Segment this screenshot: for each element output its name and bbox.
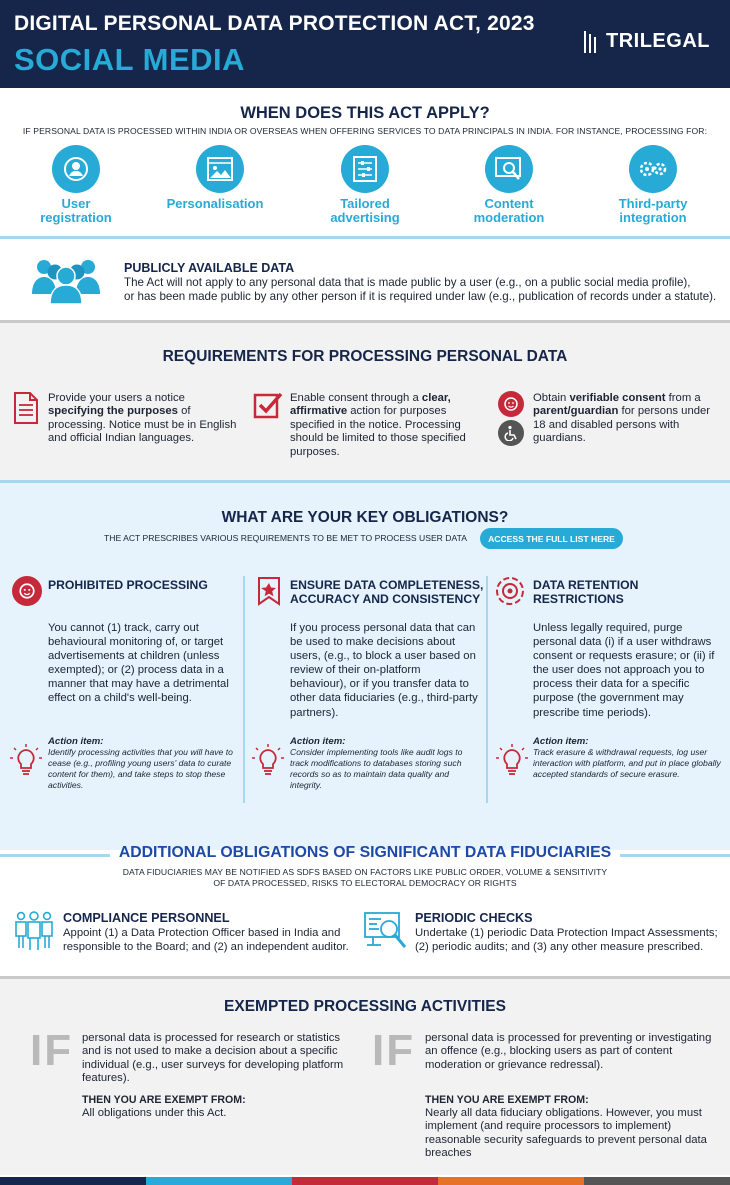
exempt-right-then-label: THEN YOU ARE EXEMPT FROM: xyxy=(425,1094,589,1106)
people-group-icon xyxy=(32,256,100,309)
action-item-label: Action item: xyxy=(533,736,589,747)
footer-bar-segment xyxy=(0,1177,146,1185)
screen-search-icon xyxy=(363,911,409,956)
lightbulb-icon xyxy=(252,744,284,783)
apply-item-label: Personalisation xyxy=(166,196,264,211)
apply-subtitle: IF PERSONAL DATA IS PROCESSED WITHIN INDIA OR OVERSEAS WHEN OFFERING SERVICES TO DATA PRINCIPALS IN INDIA. FOR INSTANCE, PROCESSING FOR: xyxy=(22,126,708,136)
sdf-title: ADDITIONAL OBLIGATIONS OF SIGNIFICANT DATA FIDUCIARIES xyxy=(118,844,612,861)
lightbulb-icon xyxy=(496,744,528,783)
apply-title: WHEN DOES THIS ACT APPLY? xyxy=(240,104,490,122)
public-data-title: PUBLICLY AVAILABLE DATA xyxy=(124,261,295,275)
if-watermark: IF xyxy=(30,1026,74,1075)
child-icon xyxy=(12,576,42,606)
document-icon xyxy=(13,391,39,430)
column-divider xyxy=(243,576,245,803)
checkbox-check-icon xyxy=(253,391,283,424)
requirement-consent: Enable consent through a clear, affirmative action for purposes specified in the notice. Processing should be limited to those specified purposes. xyxy=(290,392,466,458)
obligation-body: You cannot (1) track, carry out behavioural monitoring of, or target advertisements at children (unless exempted); or (2) process data in a manner that may have a detrimental effect on a child's well-being. xyxy=(48,622,229,705)
obligations-title: WHAT ARE YOUR KEY OBLIGATIONS? xyxy=(221,509,509,526)
compliance-personnel-text: Appoint (1) a Data Protection Officer based in India and responsible to the Board; and (2) an independent auditor. xyxy=(63,927,349,953)
action-item-text: Identify processing activities that you will have to cease (e.g., profiling young users' data to curate content for them), and take steps to stop these activities. xyxy=(48,747,233,790)
requirement-notice: Provide your users a notice specifying the purposes of processing. Notice must be in English and official Indian languages. xyxy=(48,392,237,445)
if-watermark: IF xyxy=(372,1026,416,1075)
obligations-subtitle: THE ACT PRESCRIBES VARIOUS REQUIREMENTS TO BE MET TO PROCESS USER DATA xyxy=(104,533,467,543)
header-subtitle: SOCIAL MEDIA xyxy=(14,42,246,77)
apply-item-content-moderation xyxy=(485,145,533,193)
requirement-verifiable-consent: Obtain verifiable consent from a parent/guardian for persons under 18 and disabled persons with guardians. xyxy=(533,392,711,445)
apply-item-user-registration xyxy=(52,145,100,193)
logo-text: TRILEGAL xyxy=(606,30,710,52)
periodic-checks-title: PERIODIC CHECKS xyxy=(415,911,533,925)
access-full-list-button[interactable]: ACCESS THE FULL LIST HERE xyxy=(480,528,623,549)
apply-item-label: User xyxy=(61,196,91,211)
exempt-left-condition: personal data is processed for research or statistics and is not used to make a decision about a specific individual (e.g., user surveys for developing platform features). xyxy=(82,1032,344,1085)
apply-item-personalisation xyxy=(196,145,244,193)
footer-bar-segment xyxy=(584,1177,730,1185)
obligation-heading: PROHIBITED PROCESSING xyxy=(48,578,208,592)
logo-bars-icon xyxy=(584,31,598,53)
header-title: DIGITAL PERSONAL DATA PROTECTION ACT, 2023 xyxy=(14,12,535,35)
trilegal-logo xyxy=(584,30,710,53)
divider xyxy=(0,236,730,239)
exempt-left-then-label: THEN YOU ARE EXEMPT FROM: xyxy=(82,1094,246,1106)
column-divider xyxy=(486,576,488,803)
user-icon xyxy=(52,145,100,193)
compliance-personnel-title: COMPLIANCE PERSONNEL xyxy=(63,911,230,925)
action-item-text: Consider implementing tools like audit logs to track modifications to databases storing such records so as to maintain data quality and integrity. xyxy=(290,747,463,790)
lightbulb-icon xyxy=(10,744,42,783)
footer-bar-segment xyxy=(292,1177,438,1185)
action-item-label: Action item: xyxy=(48,736,104,747)
sliders-icon xyxy=(341,145,389,193)
apply-item-label: Tailored xyxy=(340,196,390,211)
sdf-subtitle-line2: OF DATA PROCESSED, RISKS TO ELECTORAL DEMOCRACY OR RIGHTS xyxy=(213,878,517,888)
image-frame-icon xyxy=(196,145,244,193)
magnifier-screen-icon xyxy=(485,145,533,193)
apply-item-tailored-advertising xyxy=(341,145,389,193)
wheelchair-icon xyxy=(498,420,524,446)
obligation-heading: DATA RETENTION RESTRICTIONS xyxy=(533,578,639,606)
footer-color-bar xyxy=(0,1177,730,1185)
public-data-text: The Act will not apply to any personal data that is made public by a user (e.g., on a public social media profile), or has been made public by any other person if it is required under law (e.g., publication of records under a statute). xyxy=(124,276,717,303)
requirements-title: REQUIREMENTS FOR PROCESSING PERSONAL DATA xyxy=(162,348,568,365)
ribbon-star-icon xyxy=(256,576,282,611)
exempt-right-condition: personal data is processed for preventing or investigating an offence (e.g., blocking users as part of content moderation or grievance redressal). xyxy=(425,1032,712,1071)
exempt-left-result: All obligations under this Act. xyxy=(82,1107,227,1119)
sdf-subtitle-line1: DATA FIDUCIARIES MAY BE NOTIFIED AS SDFS BASED ON FACTORS LIKE PUBLIC ORDER, VOLUME & SENSITIVITY xyxy=(122,867,608,877)
periodic-checks-text: Undertake (1) periodic Data Protection Impact Assessments; (2) periodic audits; and (3) any other measure prescribed. xyxy=(415,927,718,953)
exempted-title: EXEMPTED PROCESSING ACTIVITIES xyxy=(224,998,506,1015)
action-item-text: Track erasure & withdrawal requests, log user interaction with platform, and put in place globally accepted standards of secure erasure. xyxy=(533,747,721,779)
footer-bar-segment xyxy=(438,1177,584,1185)
apply-item-label: Third-party xyxy=(618,196,688,211)
footer-bar-segment xyxy=(146,1177,292,1185)
gears-icon xyxy=(629,145,677,193)
data-cycle-icon xyxy=(494,575,526,612)
obligation-body: If you process personal data that can be used to make decisions about users, (e.g., to block a user based on review of their on-platform behaviour), or if you transfer data to other data fiduciaries (e.g., third-party partners). xyxy=(290,622,478,719)
obligation-heading: ENSURE DATA COMPLETENESS, ACCURACY AND CONSISTENCY xyxy=(290,578,484,606)
apply-item-label: Content xyxy=(484,196,534,211)
personnel-group-icon xyxy=(12,908,56,957)
exempt-right-result: Nearly all data fiduciary obligations. However, you must implement (and require processors to implement) reasonable security safeguards to prevent personal data breaches xyxy=(425,1107,707,1160)
child-icon xyxy=(498,391,524,417)
apply-item-third-party-integration xyxy=(629,145,677,193)
obligation-body: Unless legally required, purge personal data (i) if a user withdraws consent or requests erasure; or (ii) if the user does not approach you to process their data for a specific purpose (the government may prescribe time periods). xyxy=(533,622,715,719)
action-item-label: Action item: xyxy=(290,736,346,747)
header-banner xyxy=(0,0,730,88)
